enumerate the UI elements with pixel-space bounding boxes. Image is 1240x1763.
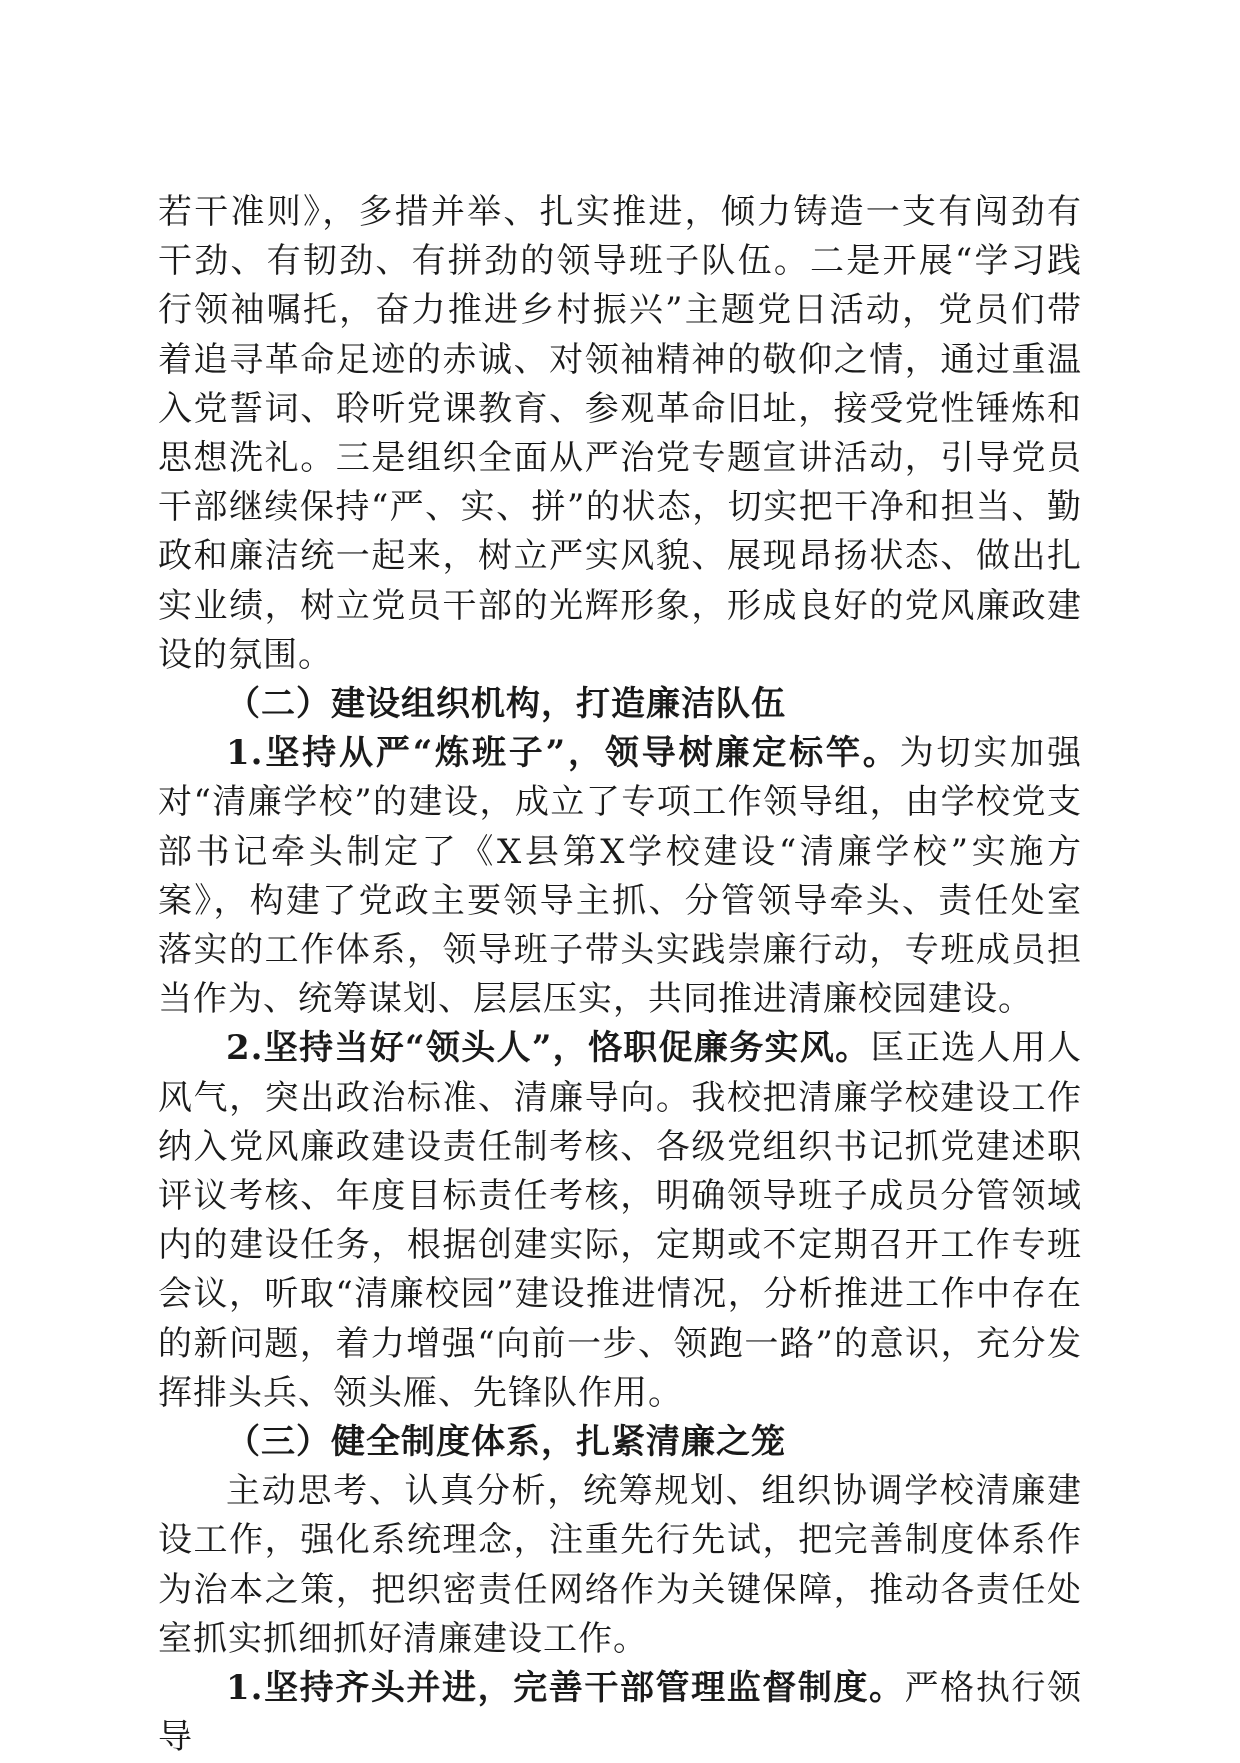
item-3-1-lead: 1.坚持齐头并进，完善干部管理监督制度。 [226,1668,905,1709]
section-heading-2: （二）建设组织机构，打造廉洁队伍 [226,684,786,725]
paragraph-item-2-2 [158,1024,1082,1418]
item-2-1-body: 为切实加强对“清廉学校”的建设，成立了专项工作领导组，由学校党支部书记牵头制定了《X县第X学校建设“清廉学校”实施方案》，构建了党政主要领导主抓、分管领导牵头、责任处室落实的工作体系，领导班子带头实践崇廉行动，专班成员担当作为、统筹谋划、层层压实，共同推进清廉校园建设。 [158,733,1082,1020]
item-3-1-body: 严格执行领导 [158,1668,1083,1758]
paragraph-item-3-1 [158,1664,1082,1762]
document-page [158,188,1082,1763]
item-2-1-lead: 1.坚持从严“炼班子”，领导树廉定标竿。 [226,733,900,774]
item-2-2-body: 匡正选人用人风气，突出政治标准、清廉导向。我校把清廉学校建设工作纳入党风廉政建设责任制考核、各级党组织书记抓党建述职评议考核、年度目标责任考核，明确领导班子成员分管领域内的建设任务，根据创建实际，定期或不定期召开工作专班会议，听取“清廉校园”建设推进情况，分析推进工作中存在的新问题，着力增强“向前一步、领跑一路”的意识，充分发挥排头兵、领头雁、先锋队作用。 [158,1028,1083,1413]
section-heading-3: （三）健全制度体系，扎紧清廉之笼 [226,1422,786,1463]
paragraph-item-2-1 [158,729,1082,1024]
paragraph-section-3: 主动思考、认真分析，统筹规划、组织协调学校清廉建设工作，强化系统理念，注重先行先试，把完善制度体系作为治本之策，把织密责任网络作为关键保障，推动各责任处室抓实抓细抓好清廉建设工作。 [158,1471,1082,1659]
paragraph-intro: 若干准则》，多措并举、扎实推进，倾力铸造一支有闯劲有干劲、有韧劲、有拼劲的领导班子队伍。二是开展“学习践行领袖嘱托，奋力推进乡村振兴”主题党日活动，党员们带着追寻革命足迹的赤诚、对领袖精神的敬仰之情，通过重温入党誓词、聆听党课教育、参观革命旧址，接受党性锤炼和思想洗礼。三是组织全面从严治党专题宣讲活动，引导党员干部继续保持“严、实、拼”的状态，切实把干净和担当、勤政和廉洁统一起来，树立严实风貌、展现昂扬状态、做出扎实业绩，树立党员干部的光辉形象，形成良好的党风廉政建设的氛围。 [158,192,1082,675]
item-2-2-lead: 2.坚持当好“领头人”，恪职促廉务实风。 [226,1028,871,1069]
